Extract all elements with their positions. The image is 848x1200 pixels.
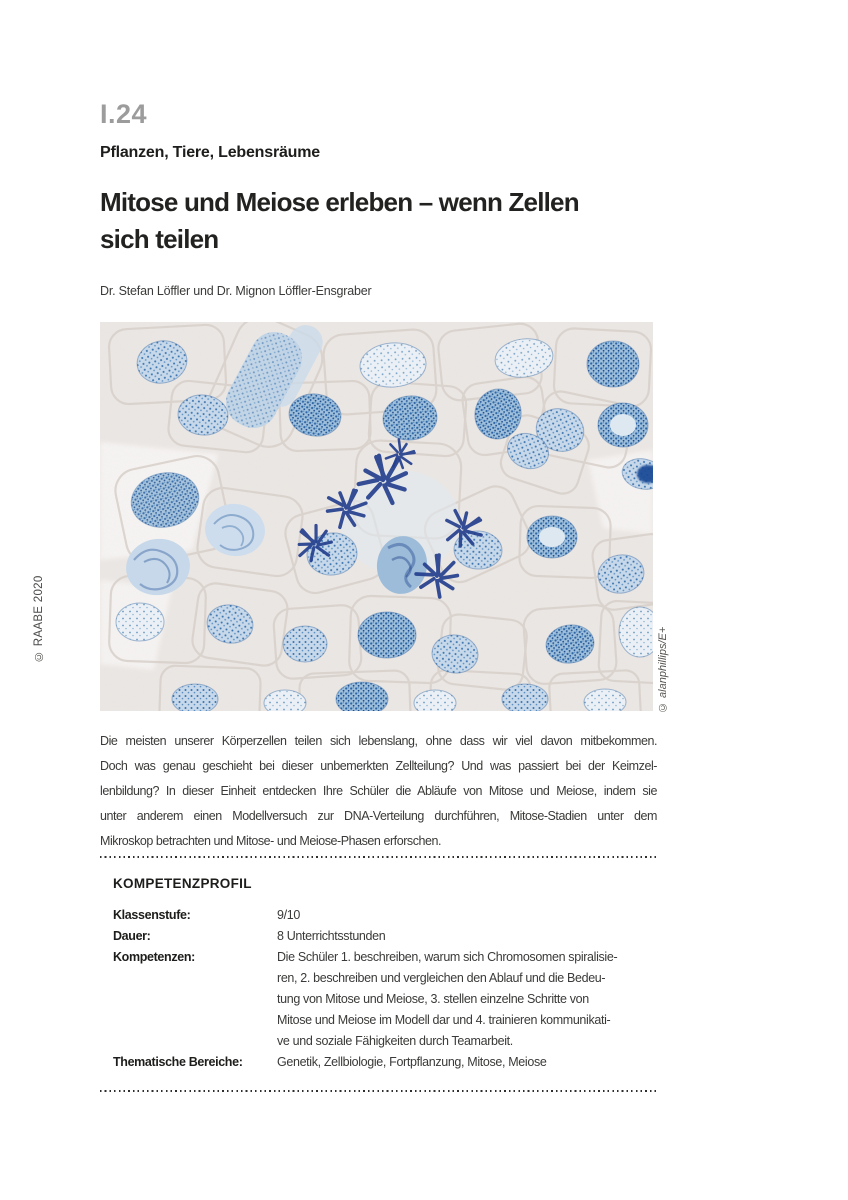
row-value: [277, 947, 657, 1052]
table-row: [113, 905, 657, 926]
row-label: Dauer:: [113, 929, 151, 943]
intro-line: Die meisten unserer Körperzellen teilen sich lebenslang, ohne dass wir viel davon mitbekommen.: [100, 734, 657, 748]
value-line: tung von Mitose und Meiose, 3. stellen einzelne Schritte von: [277, 992, 589, 1006]
authors-line: Dr. Stefan Löffler und Dr. Mignon Löffler-Ensgraber: [100, 284, 372, 298]
table-row: [113, 1052, 657, 1073]
value-line: Die Schüler 1. beschreiben, warum sich Chromosomen spiralisie-: [277, 950, 618, 964]
table-row: [113, 947, 657, 1052]
intro-paragraph: [100, 729, 657, 854]
row-label: Kompetenzen:: [113, 950, 195, 964]
side-copyright: © RAABE 2020: [33, 575, 45, 662]
row-value: Genetik, Zellbiologie, Fortpflanzung, Mitose, Meiose: [277, 1055, 547, 1069]
row-label: Klassenstufe:: [113, 908, 191, 922]
row-value: 8 Unterrichtsstunden: [277, 929, 386, 943]
competence-profile-heading: KOMPETENZPROFIL: [113, 876, 252, 891]
dotted-rule-bottom: [100, 1090, 657, 1092]
page-title: [100, 184, 657, 258]
value-line: Mitose und Meiose im Modell dar und 4. trainieren kommunikati-: [277, 1013, 611, 1027]
row-label: Thematische Bereiche:: [113, 1055, 243, 1069]
page-title-line-1: Mitose und Meiose erleben – wenn Zellen: [100, 187, 579, 217]
competence-profile-table: [113, 905, 657, 1073]
series-title: Pflanzen, Tiere, Lebensräume: [100, 144, 320, 161]
row-value: 9/10: [277, 908, 300, 922]
value-line: ve und soziale Fähigkeiten durch Teamarbeit.: [277, 1034, 513, 1048]
photo-credit: © alanphillips/E+: [657, 626, 669, 713]
table-row: [113, 926, 657, 947]
intro-line: unter anderem einen Modellversuch zur DNA-Verteilung durchführen, Mitose-Stadien unter dem: [100, 809, 657, 823]
unit-code: I.24: [100, 99, 148, 129]
intro-line: Mikroskop betrachten und Mitose- und Meiose-Phasen erforschen.: [100, 834, 442, 848]
dotted-rule-top: [100, 856, 657, 858]
micrograph-image: [100, 322, 653, 711]
page-title-line-2: sich teilen: [100, 224, 219, 254]
micrograph-figure: [100, 322, 653, 711]
value-line: ren, 2. beschreiben und vergleichen den Ablauf und die Bedeu-: [277, 971, 606, 985]
intro-line: lenbildung? In dieser Einheit entdecken Ihre Schüler die Abläufe von Mitose und Meiose, indem sie: [100, 784, 657, 798]
intro-line: Doch was genau geschieht bei dieser unbemerkten Zellteilung? Und was passiert bei der Keimzel-: [100, 759, 657, 773]
